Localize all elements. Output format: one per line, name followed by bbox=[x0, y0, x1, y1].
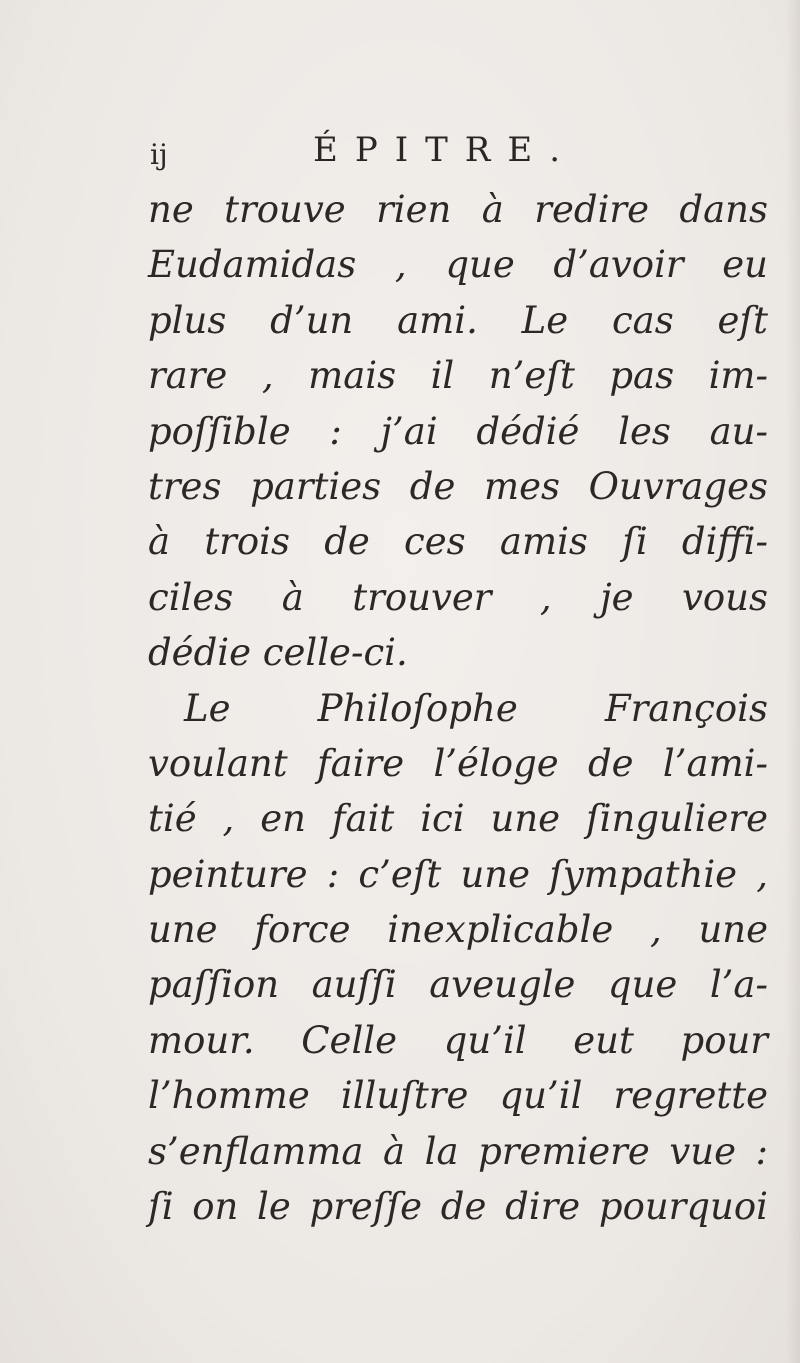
text-line: dédie celle-ci. bbox=[148, 631, 408, 675]
page-header bbox=[150, 130, 750, 180]
text-line: paſſion auſſi aveugle que l’a- bbox=[148, 963, 768, 1007]
text-line: ſi on le preſſe de dire pourquoi bbox=[148, 1185, 768, 1229]
body-text bbox=[148, 182, 768, 1234]
text-line: l’homme illuſtre qu’il regrette bbox=[148, 1074, 768, 1118]
text-line: Eudamidas , que d’avoir eu bbox=[148, 243, 768, 287]
text-line: poſſible : j’ai dédié les au- bbox=[148, 409, 768, 453]
text-line: une force inexplicable , une bbox=[148, 908, 768, 952]
text-line: tres parties de mes Ouvrages bbox=[148, 464, 768, 508]
running-title: ÉPITRE. bbox=[313, 130, 578, 170]
text-line: Le Philoſophe François bbox=[184, 686, 768, 730]
text-line: mour. Celle qu’il eut pour bbox=[148, 1018, 768, 1062]
text-line: s’enflamma à la premiere vue : bbox=[148, 1129, 768, 1173]
page-edge-shadow bbox=[786, 0, 800, 1363]
text-line: plus d’un ami. Le cas eſt bbox=[148, 298, 768, 342]
text-line: tié , en fait ici une ſinguliere bbox=[148, 797, 768, 841]
text-line: peinture : c’eſt une ſympathie , bbox=[148, 852, 768, 896]
page-number: ij bbox=[150, 138, 168, 171]
text-line: voulant faire l’éloge de l’ami- bbox=[148, 741, 768, 785]
text-line: ne trouve rien à redire dans bbox=[148, 188, 768, 231]
text-line: ciles à trouver , je vous bbox=[148, 575, 768, 619]
text-line: à trois de ces amis ſi diffi- bbox=[148, 520, 768, 564]
text-line: rare , mais il n’eſt pas im- bbox=[148, 354, 768, 398]
